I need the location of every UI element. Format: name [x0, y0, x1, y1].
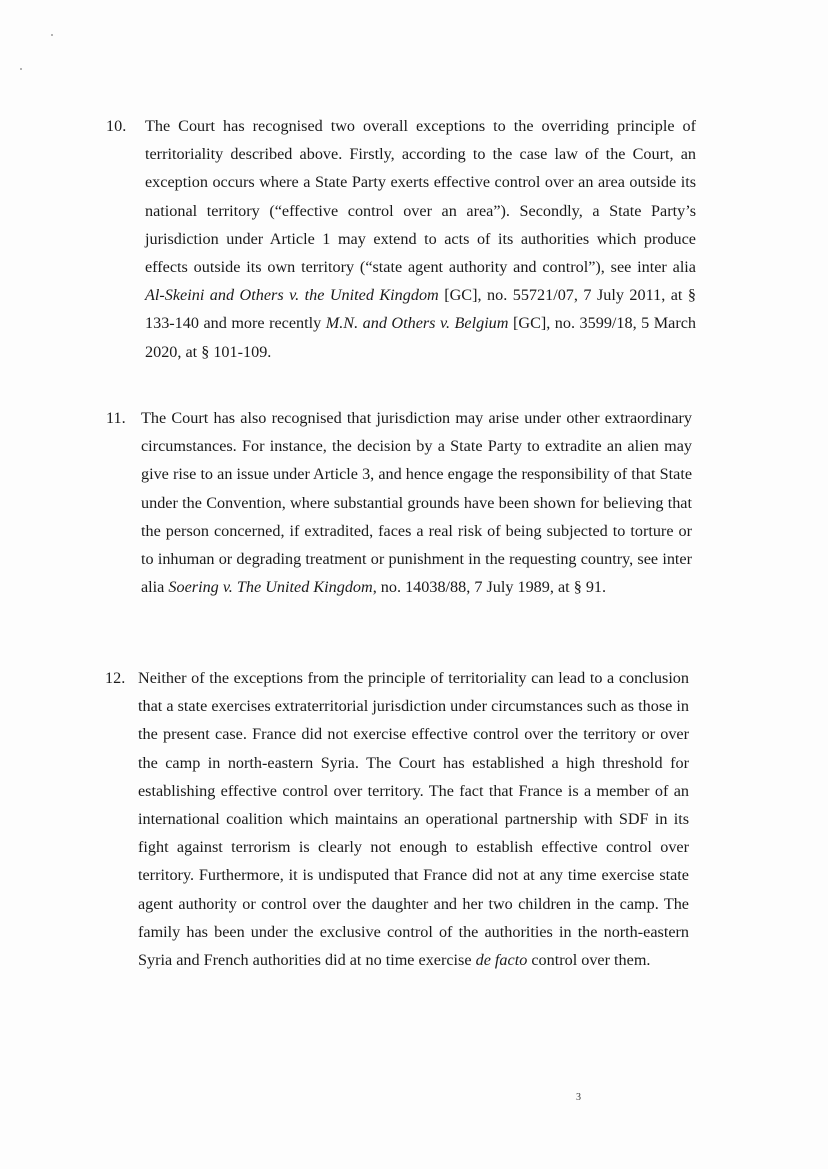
paragraph-text [141, 404, 692, 601]
text-segment: control over them. [527, 951, 651, 970]
text-segment: , no. 14038/88, 7 July 1989, at § 91. [372, 578, 607, 597]
scan-speck [51, 34, 53, 36]
page-number: 3 [576, 1092, 581, 1103]
case-citation: Al-Skeini and Others v. the United Kingdom [145, 286, 439, 305]
paragraph-number: 11. [106, 409, 126, 427]
text-segment: Neither of the exceptions from the principle of territoriality can lead to a conclusion that a state exercises extraterritorial jurisdiction under circumstances such as those in the present case. France did not exercise effective control over the territory or over the camp in north-eastern Syria. The Court has established a high threshold for establishing effective control over territory. The fact that France is a member of an international coalition which maintains an operational partnership with SDF in its fight against terrorism is clearly not enough to establish effective control over territory. Furthermore, it is undisputed that France did not at any time exercise state agent authority or control over the daughter and her two children in the camp. The family has been under the exclusive control of the authorities in the north-eastern Syria and French authorities did at no time exercise [138, 669, 689, 970]
paragraph-text [138, 664, 689, 974]
case-citation: Soering v. The United Kingdom [168, 578, 373, 597]
italic-term: de facto [475, 951, 528, 970]
text-segment: The Court has recognised two overall exceptions to the overriding principle of territoriality described above. Firstly, according to the case law of the Court, an exception occurs where a State Party exerts effective control over an area outside its national territory (“effective control over an area”). Secondly, a State Party’s jurisdiction under Article 1 may extend to acts of its authorities which produce effects outside its own territory (“state agent authority and control”), see inter alia [145, 117, 696, 277]
text-segment: [GC], no. 55721/07, 7 July 2011, at § 133-140 and more recently [145, 286, 696, 333]
text-segment: The Court has also recognised that jurisdiction may arise under other extraordinary circumstances. For instance, the decision by a State Party to extradite an alien may give rise to an issue under Article 3, and hence engage the responsibility of that State under the Convention, where substantial grounds have been shown for believing that the person concerned, if extradited, faces a real risk of being subjected to torture or to inhuman or degrading treatment or punishment in the requesting country, see inter alia [141, 409, 692, 597]
case-citation: M.N. and Others v. Belgium [325, 314, 509, 333]
paragraph-number: 10. [106, 117, 127, 135]
paragraph-number: 12. [105, 669, 126, 687]
text-segment: [GC], no. 3599/18, 5 March 2020, at § 101-109. [145, 314, 697, 361]
scan-speck [20, 68, 22, 70]
paragraph-text [145, 112, 696, 366]
